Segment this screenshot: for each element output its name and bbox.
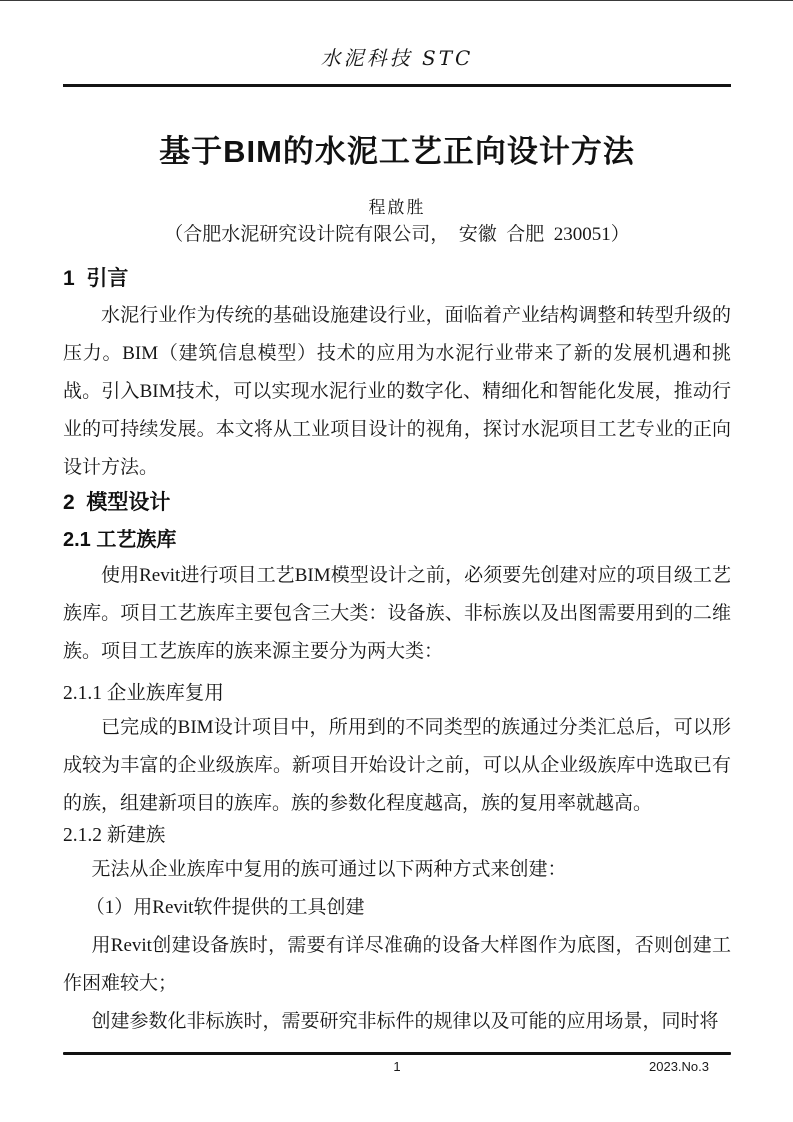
author-affiliation: （合肥水泥研究设计院有限公司， 安徽 合肥 230051） [164,223,630,245]
paragraph-parametric-family: 创建参数化非标族时，需要研究非标件的规律以及可能的应用场景，同时将 [91,1010,719,1032]
paragraph-family-library: 使用Revit进行项目工艺BIM模型设计之前，必须要先创建对应的项目级工艺族库。项目工艺族库主要包含三大类：设备族、非标族以及出图需要用到的二维族。项目工艺族库的族来源主要分为两大类： [63,564,731,662]
article-body [63,131,731,1041]
section-heading-enterprise-library-reuse: 2.1.1 企业族库复用 [63,682,224,704]
section-heading-model-design: 2 模型设计 [63,490,171,514]
header-rule [63,84,731,87]
article-title: 基于BIM的水泥工艺正向设计方法 [159,133,635,169]
section-heading-process-family-library: 2.1 工艺族库 [63,528,177,551]
issue-label: 2023.No.3 [649,1059,709,1074]
list-item-revit-tool: （1）用Revit软件提供的工具创建 [85,896,365,918]
page-number: 1 [393,1059,401,1074]
paragraph-enterprise-library-reuse: 已完成的BIM设计项目中，所用到的不同类型的族通过分类汇总后，可以形成较为丰富的企业级族库。新项目开始设计之前，可以从企业级族库中选取已有的族，组建新项目的族库。族的参数化程度越高，族的复用率就越高。 [63,716,731,814]
paragraph-introduction: 水泥行业作为传统的基础设施建设行业，面临着产业结构调整和转型升级的压力。BIM（建筑信息模型）技术的应用为水泥行业带来了新的发展机遇和挑战。引入BIM技术，可以实现水泥行业的数字化、精细化和智能化发展，推动行业的可持续发展。本文将从工业项目设计的视角，探讨水泥项目工艺专业的正向设计方法。 [63,304,731,478]
section-heading-new-family: 2.1.2 新建族 [63,824,166,846]
footer-rule [63,1052,731,1055]
paragraph-revit-equipment-family: 用Revit创建设备族时，需要有详尽准确的设备大样图作为底图，否则创建工作困难较大； [63,934,731,994]
journal-title: 水泥科技 STC [320,46,474,70]
footer-row [63,1059,731,1075]
section-heading-introduction: 1 引言 [63,266,129,290]
page-footer [63,1052,731,1075]
paragraph-new-family-intro: 无法从企业族库中复用的族可通过以下两种方式来创建： [91,858,567,880]
page-header [63,47,731,87]
author-name: 程啟胜 [368,197,426,217]
